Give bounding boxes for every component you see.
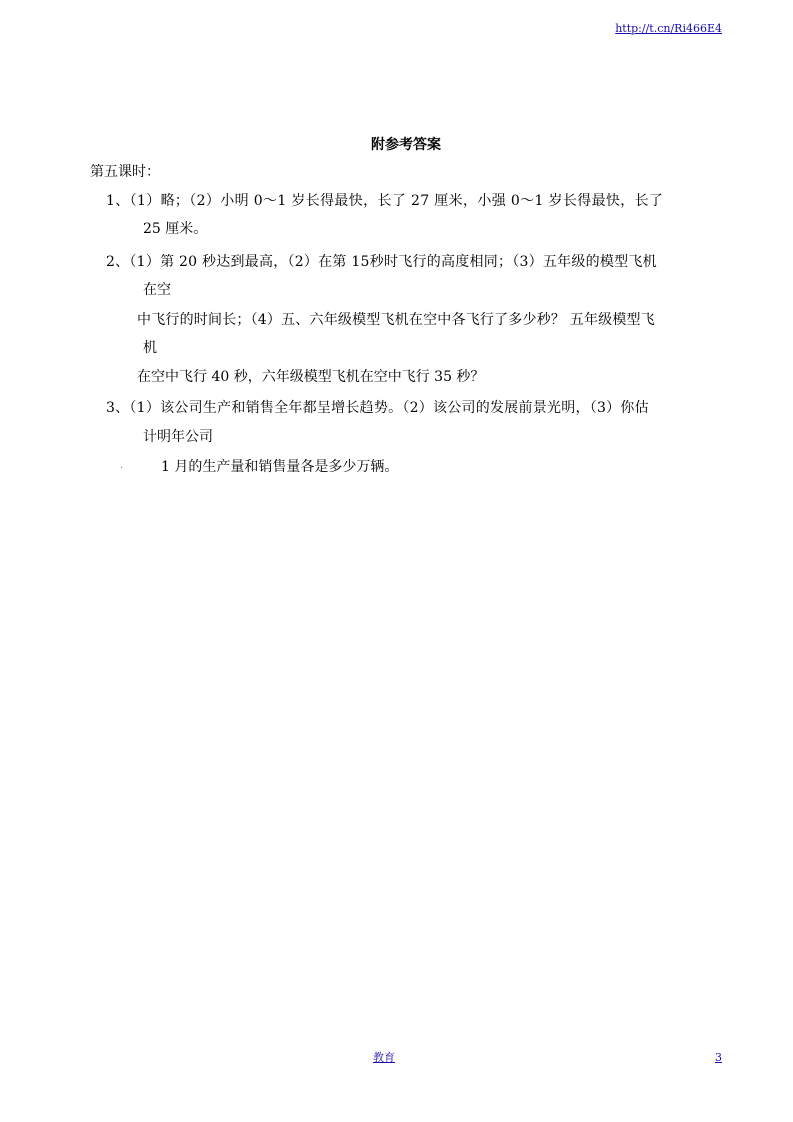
answer-1-line-1: 1、（1）略；（2）小明 0～1 岁长得最快，长了 27 厘米，小强 0～1 岁长得最快，长了 [106,193,664,209]
page-title: 附参考答案 [371,137,441,153]
answer-3-line-1: 3、（1）该公司生产和销售全年都呈增长趋势。（2）该公司的发展前景光明，（3）你估 [106,400,649,416]
answer-2-line-5: 在空中飞行 40 秒，六年级模型飞机在空中飞行 35 秒？ [137,369,485,385]
answer-2-line-2: 在空 [143,282,171,298]
header-url-link[interactable]: http://t.cn/Ri466E4 [615,22,722,35]
page-number[interactable]: 3 [715,1051,722,1064]
footer-link[interactable]: 教育 [373,1051,395,1064]
answer-2-line-3: 中飞行的时间长；（4）五、六年级模型飞机在空中各飞行了多少秒？ 五年级模型飞 [137,312,655,328]
answer-2-line-4: 机 [143,340,157,356]
answer-2-line-1: 2、（1）第 20 秒达到最高，（2）在第 15秒时飞行的高度相同；（3）五年级的模型飞机 [106,254,657,270]
answer-3-line-2: 计明年公司 [143,429,213,445]
answer-3-line-3: 1 月的生产量和销售量各是多少万辆。 [161,459,399,475]
answer-1-line-2: 25 厘米。 [143,221,208,237]
stray-dot-mark: . [120,460,124,471]
lesson-heading: 第五课时： [90,164,160,180]
